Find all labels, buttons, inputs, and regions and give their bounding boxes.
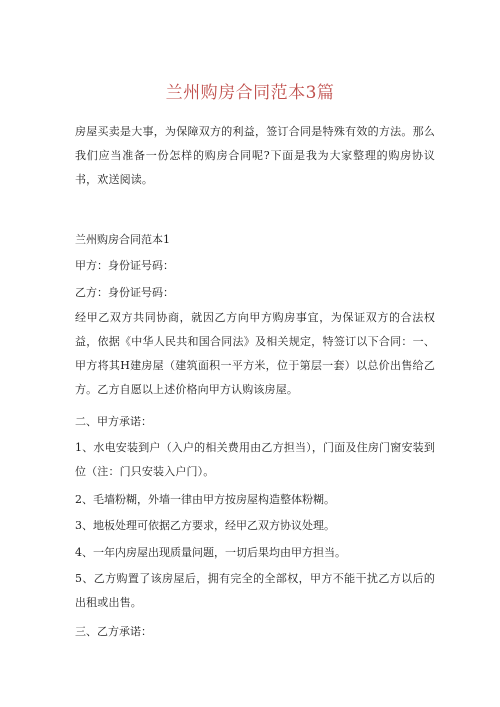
clause-1-paragraph: 经甲乙双方共同协商，就因乙方向甲方购房事宜，为保证双方的合法权益，依据《中华人民共和国合同法》及相关规定，特签订以下合同：一、甲方将其H建房屋（建筑面积一平方米，位于第层一套）以总价出售给乙方。乙方自愿以上述价格向甲方认购该房屋。 bbox=[75, 311, 435, 396]
intro-paragraph: 房屋买卖是大事，为保障双方的利益，签订合同是特殊有效的方法。那么我们应当准备一份怎样的购房合同呢?下面是我为大家整理的购房协议书，欢送阅读。 bbox=[75, 125, 435, 186]
list-item-4: 4、一年内房屋出现质量问题，一切后果均由甲方担当。 bbox=[75, 546, 346, 559]
heading-party-a-promises: 二、甲方承诺： bbox=[75, 415, 152, 428]
heading-party-b-promises: 三、乙方承诺： bbox=[75, 625, 152, 638]
list-item-3: 3、地板处理可依据乙方要求，经甲乙双方协议处理。 bbox=[75, 519, 335, 532]
document-title: 兰州购房合同范本3篇 bbox=[165, 83, 335, 103]
party-b-line: 乙方：身份证号码： bbox=[75, 286, 174, 299]
section-heading: 兰州购房合同范本1 bbox=[75, 233, 170, 246]
list-item-1: 1、水电安装到户（入户的相关费用由乙方担当），门面及住房门窗安装到位（注：门只安装入户门）。 bbox=[75, 441, 435, 478]
list-item-5: 5、乙方购置了该房屋后，拥有完全的全部权，甲方不能干扰乙方以后的出租或出售。 bbox=[75, 572, 435, 609]
list-item-2: 2、毛墙粉糊，外墙一律由甲方按房屋构造整体粉糊。 bbox=[75, 493, 335, 506]
party-a-line: 甲方：身份证号码： bbox=[75, 259, 174, 272]
